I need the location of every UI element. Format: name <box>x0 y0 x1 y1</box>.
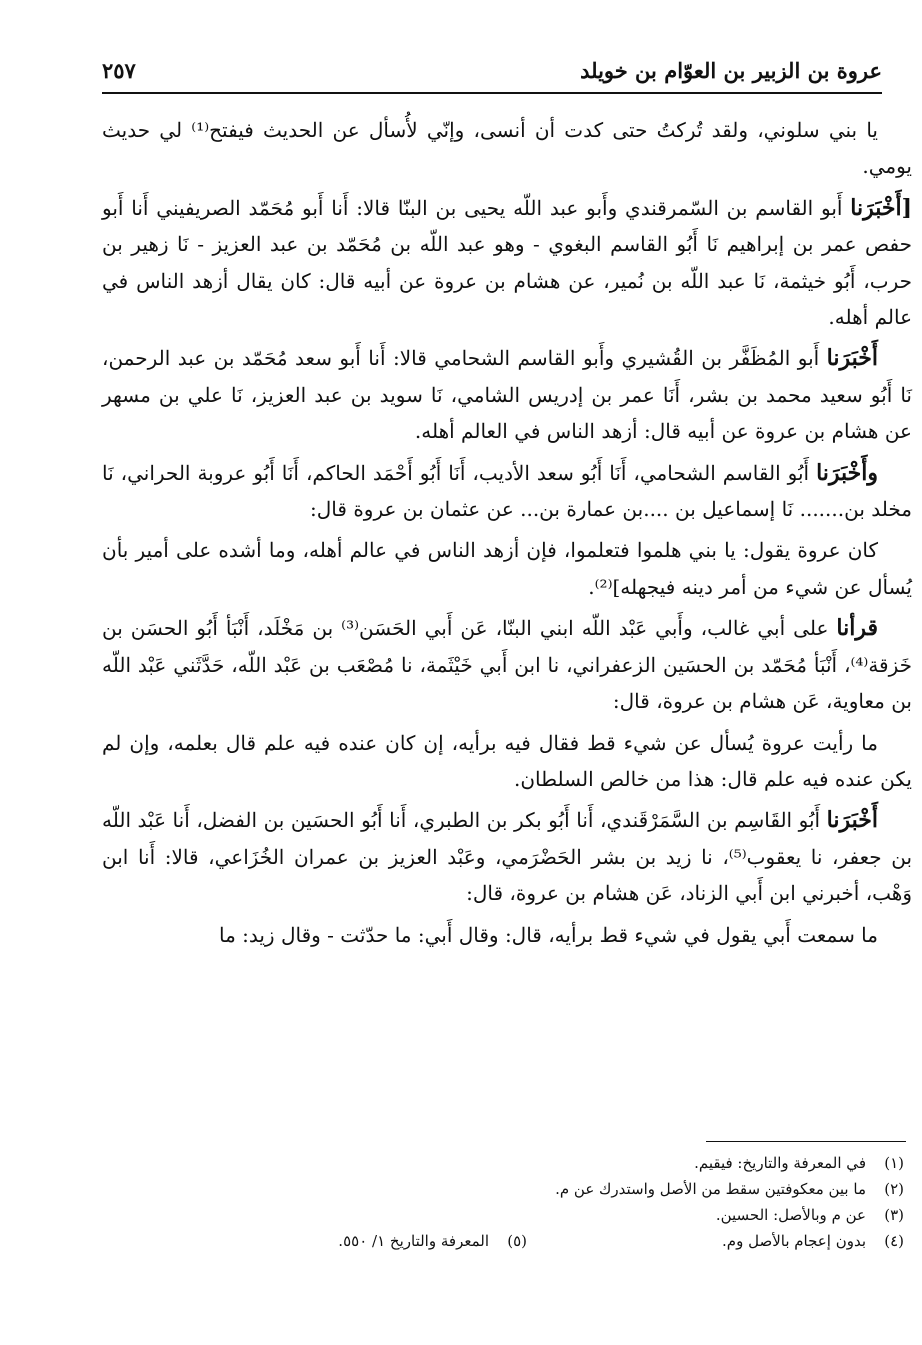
footnote-number: (٢) <box>884 1180 904 1198</box>
isnad-keyword: قرأنا <box>836 615 879 642</box>
paragraph-text: أَبو المُظَفَّر بن القُشيري وأَبو القاسم الشحامي قالا: أَنا أَبو سعد مُحَمّد بن عبد الرحمن، نَا أَبُو سعيد محمد بن بشر، أَنَا عمر بن إدريس الشامي، نَا سويد بن عبد العزيز، نَا علي بن مسهر عن هشام بن عروة عن أبيه قال: أزهد الناس في العالم أهله. <box>102 346 912 444</box>
paragraph <box>102 725 912 798</box>
paragraph <box>102 610 912 719</box>
footnote <box>150 1202 904 1228</box>
paragraph-text: أَبُو القَاسِم بن السَّمَرْقَندي، أَنا أَبُو بكر بن الطبري، أَنا أَبُو الحسَين بن الفضل، أَنا عَبْد اللّه بن جعفر، نا يعقوب⁽⁵⁾، نا زيد بن بشر الحَضْرَمي، وعَبْد العزيز بن عمران الخُزَاعي، قالا: أَنا ابن وَهْب، أخبرني ابن أَبي الزناد، عَن هشام بن عروة، قال: <box>102 808 913 906</box>
paragraph <box>102 340 912 449</box>
footnote-text: المعرفة والتاريخ ١/ ٥٥٠. <box>338 1232 489 1250</box>
footnote-number: (١) <box>884 1154 904 1172</box>
running-title: عروة بن الزبير بن العوّام بن خويلد <box>580 58 882 83</box>
paragraph <box>102 802 912 911</box>
paragraph-text: أَبو القاسم بن السّمرقندي وأَبو عبد اللّه يحيى بن البنّا قالا: أَنا أَبو مُحَمّد الصريفيني أَنا أَبو حفص عمر بن إبراهيم نَا أَبُو القاسم البغوي - وهو عبد اللّه بن مُحَمّد بن عبد العزيز - نَا زهير بن حرب، أَبُو خيثمة، نَا عبد اللّه بن نُمير، عن هشام بن عروة عن أبيه قال: كان يقال أزهد الناس في عالم أهله. <box>102 195 912 330</box>
footnote-text: عن م وبالأصل: الحسين. <box>715 1206 866 1224</box>
paragraph-text: على أبي غالب، وأَبي عَبْد اللّه ابني البنّا، عَن أَبي الحَسَن⁽³⁾ بن مَخْلَد، أَنْبَأ أَبُو الحسَن بن خَزقة⁽⁴⁾، أَنْبَأ مُحَمّد بن الحسَين الزعفراني، نا ابن أَبي خَيْثَمة، نا مُصْعَب بن عَبْد اللّه، حَدَّثَني عَبْد اللّه بن معاوية، عَن هشام بن عروة، قال: <box>102 616 912 714</box>
footnote-number: (٤) <box>884 1232 904 1250</box>
paragraph <box>102 455 912 528</box>
isnad-keyword: أَخْبَرَنا <box>826 345 878 372</box>
paragraph <box>102 532 912 605</box>
isnad-keyword: [أَخْبَرَنا <box>850 194 913 221</box>
paragraph-text: يا بني سلوني، ولقد تُركتُ حتى كدت أن أنسى، وإنّي لأُسأل عن الحديث فيفتح⁽¹⁾ لي حديث يومي. <box>102 118 912 179</box>
paragraph <box>102 190 912 336</box>
footnote <box>150 1176 904 1202</box>
paragraph-text: كان عروة يقول: يا بني هلموا فتعلموا، فإن أزهد الناس في عالم أهله، وما أشده على أمير بأن يُسأل عن شيء من أمر دينه فيجهله]⁽²⁾. <box>102 538 912 599</box>
page-header <box>102 52 882 92</box>
paragraph-text: أَبُو القاسم الشحامي، أَنَا أَبُو سعد الأديب، أَنَا أَبُو أَحْمَد الحاكم، أَنَا أَبُو عروبة الحراني، نَا مخلد بن....... نَا إسماعيل بن ....بن عمارة بن... عن عثمان بن عروة قال: <box>102 460 912 522</box>
paragraph-text: ما سمعت أَبي يقول في شيء قط برأيه، قال: وقال أَبي: ما حدّثت - وقال زيد: ما <box>218 922 878 947</box>
footnotes <box>150 1150 904 1254</box>
footnote-text: بدون إعجام بالأصل وم. <box>722 1232 866 1250</box>
footnote-text: في المعرفة والتاريخ: فيقيم. <box>694 1154 866 1172</box>
footnote-number: (٥) <box>507 1232 527 1250</box>
footnote <box>150 1150 904 1176</box>
footnote-rule <box>706 1141 906 1142</box>
isnad-keyword: وأَخْبَرَنا <box>816 459 879 486</box>
isnad-keyword: أَخْبَرَنا <box>826 807 878 834</box>
footnote <box>527 1228 904 1254</box>
paragraph-text: ما رأيت عروة يُسأل عن شيء قط فقال فيه برأيه، إن كان عنده فيه علم قال بعلمه، وإن لم يكن عنده فيه علم قال: هذا من خالص السلطان. <box>102 730 912 791</box>
header-rule <box>102 92 882 94</box>
footnote <box>150 1228 527 1254</box>
main-text <box>102 112 912 953</box>
footnote-row <box>150 1228 904 1254</box>
footnote-text: ما بين معكوفتين سقط من الأصل واستدرك عن م. <box>555 1180 866 1198</box>
footnote-number: (٣) <box>884 1206 904 1224</box>
page-number: ٢٥٧ <box>102 58 136 83</box>
paragraph <box>102 917 912 953</box>
paragraph <box>102 112 912 185</box>
